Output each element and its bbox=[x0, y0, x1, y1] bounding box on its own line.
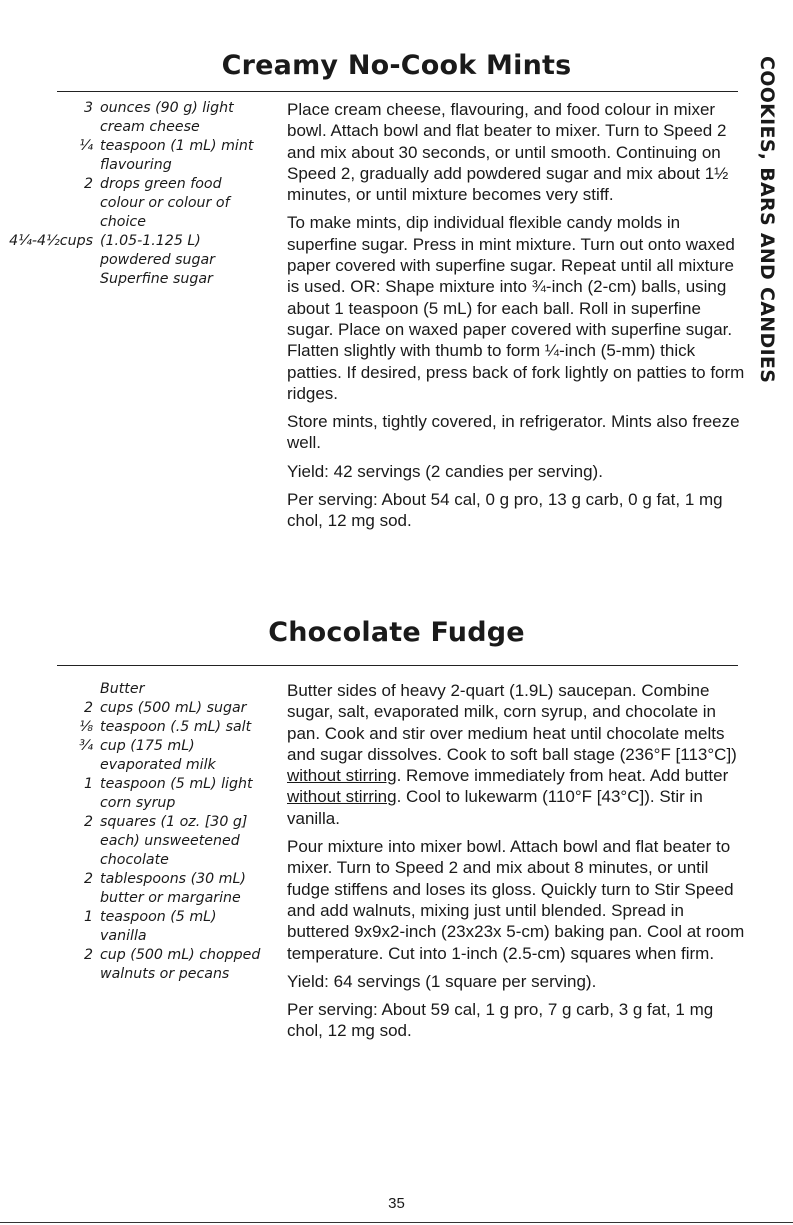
method-text: . Cool to lukewarm (110°F [43°C]). Stir in vanilla. bbox=[287, 787, 703, 828]
ingredient-item bbox=[0, 775, 275, 813]
section-side-tab bbox=[750, 56, 784, 384]
ingredient-item bbox=[0, 680, 275, 699]
ingredient-quantity: 4¼-4½cups bbox=[9, 233, 93, 249]
ingredient-quantity: ¾ bbox=[79, 738, 93, 754]
method-paragraph: Pour mixture into mixer bowl. Attach bowl and flat beater to mixer. Turn to Speed 2 and mix about 8 minutes, or until fudge stiffens and loses its gloss. Quickly turn to Stir Speed and add walnuts, mixing just until blended. Spread in buttered 9x9x2-inch (23x23x 5-cm) baking pan. Cool at room temperature. Cut into 1-inch (2.5-cm) squares when firm. bbox=[287, 837, 745, 963]
recipe-yield: Yield: 42 servings (2 candies per serving). bbox=[287, 461, 603, 481]
ingredient-text: cups (500 mL) sugar bbox=[100, 700, 247, 716]
ingredient-item bbox=[0, 813, 275, 870]
ingredient-quantity bbox=[0, 270, 100, 289]
recipe-nutrition: Per serving: About 59 cal, 1 g pro, 7 g carb, 3 g fat, 1 mg chol, 12 mg sod. bbox=[287, 1000, 714, 1041]
ingredient-text: teaspoon (5 mL) vanilla bbox=[100, 909, 217, 944]
ingredient-item bbox=[0, 270, 275, 289]
ingredient-item bbox=[0, 718, 275, 737]
title-divider bbox=[57, 91, 738, 92]
ingredient-text: (1.05-1.125 L) powdered sugar bbox=[100, 233, 216, 268]
emphasis-underline: without stirring bbox=[287, 787, 397, 807]
method-text: . Remove immediately from heat. Add butter bbox=[396, 766, 729, 786]
ingredient-text: cup (500 mL) chopped walnuts or pecans bbox=[100, 947, 261, 982]
ingredient-text: ounces (90 g) light cream cheese bbox=[100, 100, 234, 135]
method-paragraph: Store mints, tightly covered, in refrigerator. Mints also freeze well. bbox=[287, 412, 740, 453]
method-fudge bbox=[287, 680, 747, 1049]
ingredient-text: teaspoon (5 mL) light corn syrup bbox=[100, 776, 253, 811]
method-mints bbox=[287, 99, 747, 539]
ingredient-item bbox=[0, 737, 275, 775]
ingredient-quantity: 2 bbox=[83, 700, 93, 716]
emphasis-underline: without stirring bbox=[287, 766, 397, 786]
ingredient-list-mints bbox=[0, 99, 275, 289]
method-paragraph: Place cream cheese, flavouring, and food colour in mixer bowl. Attach bowl and flat beater to mixer. Turn to Speed 2 and mix about 30 seconds, or until smooth. Continuing on Speed 2, gradually add powdered sugar and mix about 1½ minutes, or until mixture becomes very stiff. bbox=[287, 100, 729, 205]
page-number: 35 bbox=[388, 1195, 405, 1212]
ingredient-quantity: 2 bbox=[83, 814, 93, 830]
ingredient-list-fudge bbox=[0, 680, 275, 984]
ingredient-quantity: ⅛ bbox=[79, 719, 93, 735]
ingredient-quantity bbox=[0, 680, 100, 699]
ingredient-item bbox=[0, 699, 275, 718]
recipe-yield: Yield: 64 servings (1 square per serving). bbox=[287, 971, 597, 991]
ingredient-text: squares (1 oz. [30 g] each) unsweetened chocolate bbox=[100, 814, 248, 868]
ingredient-item bbox=[0, 908, 275, 946]
ingredient-text: drops green food colour or colour of choice bbox=[100, 176, 230, 230]
recipe-title-mints: Creamy No-Cook Mints bbox=[221, 50, 572, 81]
ingredient-quantity: 1 bbox=[83, 776, 93, 792]
ingredient-item bbox=[0, 870, 275, 908]
ingredient-text: Butter bbox=[100, 681, 145, 697]
ingredient-quantity: 2 bbox=[83, 176, 93, 192]
ingredient-item bbox=[0, 232, 275, 270]
ingredient-text: Superfine sugar bbox=[100, 271, 213, 287]
method-paragraph bbox=[287, 680, 747, 829]
section-side-tab-label: COOKIES, BARS AND CANDIES bbox=[756, 56, 778, 384]
ingredient-quantity: 2 bbox=[83, 871, 93, 887]
ingredient-text: cup (175 mL) evaporated milk bbox=[100, 738, 216, 773]
ingredient-text: teaspoon (1 mL) mint flavouring bbox=[100, 138, 254, 173]
ingredient-text: teaspoon (.5 mL) salt bbox=[100, 719, 252, 735]
ingredient-item bbox=[0, 99, 275, 137]
ingredient-item bbox=[0, 946, 275, 984]
ingredient-text: tablespoons (30 mL) butter or margarine bbox=[100, 871, 246, 906]
ingredient-quantity: 2 bbox=[83, 947, 93, 963]
ingredient-quantity: 1 bbox=[83, 909, 93, 925]
ingredient-quantity: ¼ bbox=[79, 138, 93, 154]
method-paragraph: To make mints, dip individual flexible candy molds in superfine sugar. Press in mint mixture. Turn out onto waxed paper covered with superfine sugar. Repeat until all mixture is used. OR: Shape mixture into ¾-inch (2-cm) balls, using about 1 teaspoon (5 mL) for each ball. Roll in superfine sugar. Place on waxed paper covered with superfine sugar. Flatten slightly with thumb to form ¼-inch (5-mm) thick patties. If desired, press back of fork lightly on patties to form ridges. bbox=[287, 213, 745, 403]
ingredient-item bbox=[0, 175, 275, 232]
recipe-nutrition: Per serving: About 54 cal, 0 g pro, 13 g carb, 0 g fat, 1 mg chol, 12 mg sod. bbox=[287, 490, 723, 531]
ingredient-item bbox=[0, 137, 275, 175]
title-divider bbox=[57, 665, 738, 666]
ingredient-quantity: 3 bbox=[83, 100, 93, 116]
method-text: Butter sides of heavy 2-quart (1.9L) saucepan. Combine sugar, salt, evaporated milk, corn syrup, and chocolate in pan. Cook and stir over medium heat until chocolate melts and sugar dissolves. Cook to soft ball stage (236°F [113°C]) bbox=[287, 681, 737, 764]
page-bottom-rule bbox=[0, 1222, 793, 1223]
recipe-title-fudge: Chocolate Fudge bbox=[268, 617, 525, 648]
